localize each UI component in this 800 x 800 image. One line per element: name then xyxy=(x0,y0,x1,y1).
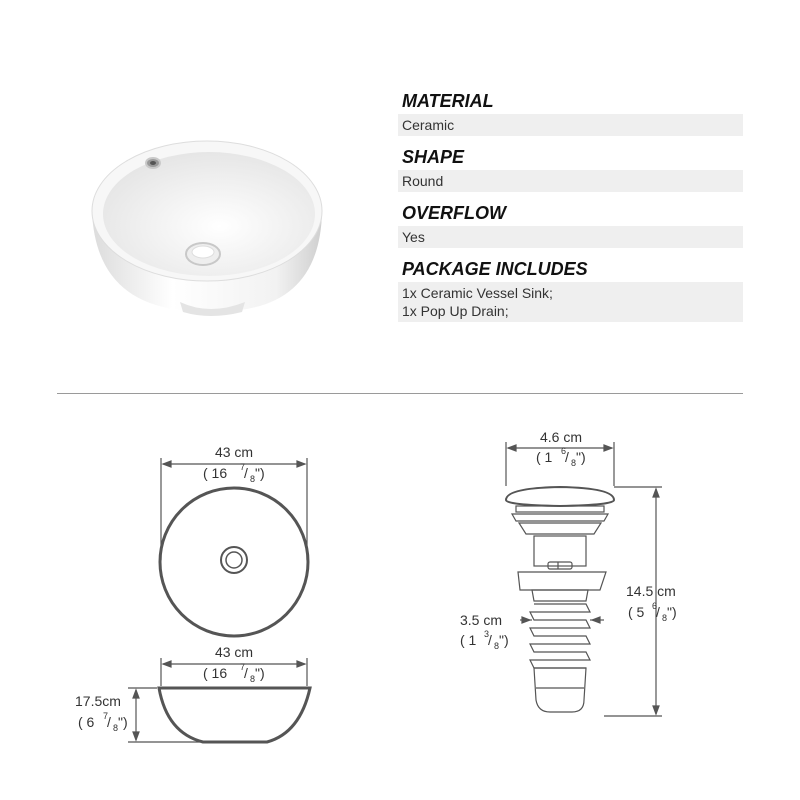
spec-heading-material: MATERIAL xyxy=(402,91,494,111)
top-width-frac-den: 8 xyxy=(250,474,256,484)
height-close: ") xyxy=(118,714,128,730)
drain-length-in: ( 5 xyxy=(628,604,645,620)
spec-line: Round xyxy=(402,173,444,189)
drain-cap-frac-den: 8 xyxy=(571,458,577,468)
spec-line: Yes xyxy=(402,229,425,245)
drain-body-in: ( 1 xyxy=(460,632,477,648)
drain-length-frac-den: 8 xyxy=(662,613,668,623)
side-width-frac-num: 7 xyxy=(240,662,246,672)
side-width-cm: 43 cm xyxy=(214,644,254,660)
drain-top-view xyxy=(221,547,247,573)
drain-cap-frac-num: 6 xyxy=(561,446,567,456)
height-frac-den: 8 xyxy=(113,723,119,733)
drain-cap-cm: 4.6 cm xyxy=(539,429,583,445)
drain-cap-in: ( 1 xyxy=(536,449,553,465)
top-width-in: ( 16 xyxy=(203,465,228,481)
top-width-close: ") xyxy=(255,465,265,481)
sink-side-view xyxy=(159,688,310,742)
spec-line: 1x Ceramic Vessel Sink; xyxy=(402,285,553,301)
fraction-slash: / xyxy=(107,714,111,730)
height-frac-num: 7 xyxy=(103,711,109,721)
fraction-slash: / xyxy=(488,632,492,648)
drain-body-cm: 3.5 cm xyxy=(460,612,503,628)
top-width-cm: 43 cm xyxy=(214,444,254,460)
spec-line: 1x Pop Up Drain; xyxy=(402,303,509,319)
fraction-slash: / xyxy=(244,465,248,481)
side-width-in: ( 16 xyxy=(203,665,228,681)
drain-length-cm: 14.5 cm xyxy=(626,583,676,599)
spec-heading-package: PACKAGE INCLUDES xyxy=(402,259,588,279)
drain-cap-close: ") xyxy=(576,449,586,465)
pop-up-drain-drawing xyxy=(506,487,614,712)
height-cm: 17.5cm xyxy=(75,693,121,709)
top-width-frac-num: 7 xyxy=(240,462,246,472)
spec-heading-overflow: OVERFLOW xyxy=(402,203,506,223)
sink-top-view xyxy=(160,488,308,636)
fraction-slash: / xyxy=(565,449,569,465)
spec-line: Ceramic xyxy=(402,117,455,133)
height-in: ( 6 xyxy=(78,714,95,730)
drain-body-frac-den: 8 xyxy=(494,641,500,651)
side-width-close: ") xyxy=(255,665,265,681)
fraction-slash: / xyxy=(244,665,248,681)
drain-body-close: ") xyxy=(499,632,509,648)
side-width-frac-den: 8 xyxy=(250,674,256,684)
fraction-slash: / xyxy=(656,604,660,620)
drain-length-close: ") xyxy=(667,604,677,620)
drain-body-frac-num: 3 xyxy=(484,629,490,639)
drain-length-frac-num: 6 xyxy=(652,601,658,611)
spec-heading-shape: SHAPE xyxy=(402,147,465,167)
